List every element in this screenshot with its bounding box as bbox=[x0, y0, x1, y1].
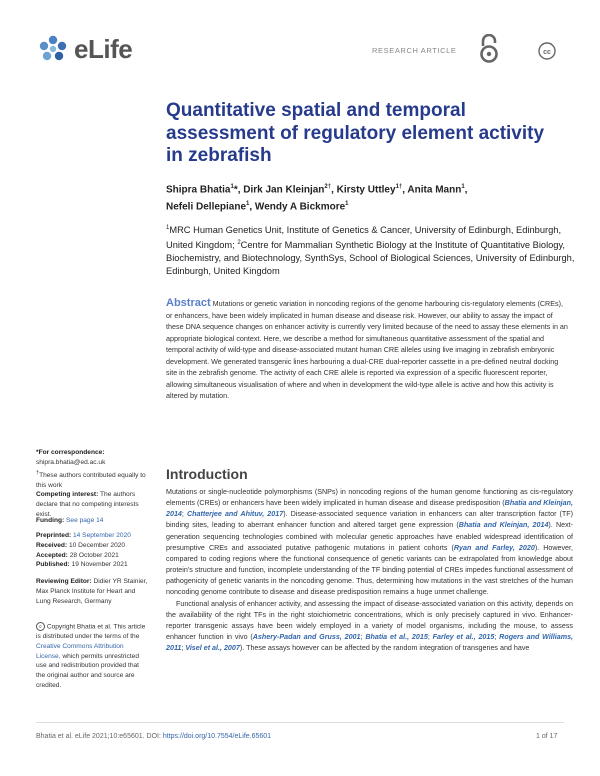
correspondence-email[interactable]: shipra.bhatia@ed.ac.uk bbox=[36, 458, 106, 466]
footer-citation-text: Bhatia et al. eLife 2021;10:e65601. DOI: bbox=[36, 733, 163, 740]
citation-link[interactable]: Visel et al., 2007 bbox=[185, 644, 240, 653]
paragraph-text: ). Disease-associated sequence variation in enhancers can alter transcription factor (TF) binding sites, leading to aberrant enhancer function and altered target gene expression ( bbox=[166, 510, 574, 530]
affiliation-marker: 1† bbox=[395, 184, 403, 190]
received-date: 10 December 2020 bbox=[67, 541, 126, 549]
svg-text:cc: cc bbox=[543, 49, 551, 56]
affiliation-text: MRC Human Genetics Unit, Institute of Genetics & Cancer, University of Edinburgh, Edinburgh, United Kingdom; bbox=[166, 225, 562, 251]
paragraph-text: Mutations or single-nucleotide polymorphisms (SNPs) in noncoding regions of the human genome functioning as cis-regulatory elements (CREs) or enhancers have been widely implicated in human disease and disease predisposition ( bbox=[166, 488, 573, 508]
citation-link[interactable]: Rogers and Williams, 2011 bbox=[166, 633, 574, 653]
footer-divider bbox=[36, 722, 564, 723]
article-type-label: RESEARCH ARTICLE bbox=[372, 46, 457, 55]
received-label: Received: bbox=[36, 541, 68, 549]
paragraph-text: Functional analysis of enhancer activity, and assessing the impact of disease-associated variation on this activity, depends on the availability of the right TFs in the right stoichiometric concentrations, which is only precisely captured in vivo. Enhancer-reporter transgenic assays have been widely employed in a variety of model organisms, including the mouse, to assess enhancer function in vivo ( bbox=[166, 599, 573, 642]
copyright-text-end: which permits unrestricted use and redistribution provided that the original author and source are credited. bbox=[36, 652, 140, 690]
author-name[interactable]: , Anita Mann bbox=[402, 184, 462, 196]
affiliation-marker: 2 bbox=[237, 240, 241, 247]
affiliation-text: Centre for Mammalian Synthetic Biology at the Institute of Quantitative Biology, Biochemistry, and Biotechnology, SynthSys, School of Biological Sciences, University of Edinburgh, Edinburgh, United Kingdom bbox=[166, 240, 575, 277]
creative-commons-icon[interactable] bbox=[538, 42, 556, 60]
paragraph-text: ). However, compared to coding regions where the functional consequence of genetic variants can be extrapolated from knowledge about protein's structure and function, incomplete understanding of the TF binding potential of CREs impedes functional assessment of pathogenicity of genetic variants in the noncoding genome. Thus, determining how mutations in the vast stretches of the human noncoding genome contribute to disease and disease predisposition remains a huge unmet challenge. bbox=[166, 543, 573, 597]
citation-link[interactable]: Ryan and Farley, 2020 bbox=[453, 543, 535, 552]
published-date: 19 November 2021 bbox=[69, 561, 128, 569]
affiliation-marker: 1 bbox=[166, 225, 170, 231]
correspondence-note bbox=[36, 448, 148, 468]
paragraph-text: ; bbox=[181, 510, 187, 519]
citation-link[interactable]: Ashery-Padan and Gruss, 2001 bbox=[252, 633, 361, 642]
author-name[interactable]: , Kirsty Uttley bbox=[331, 184, 396, 196]
affiliation-marker: 1 bbox=[246, 201, 250, 208]
introduction-heading: Introduction bbox=[166, 466, 248, 482]
license-link[interactable]: Creative Commons Attribution License, bbox=[36, 642, 124, 660]
citation-link[interactable]: Bhatia and Kleinjan, 2014 bbox=[166, 499, 573, 519]
copyright-text: Copyright Bhatia et al. This article is distributed under the terms of the bbox=[36, 623, 146, 641]
copyright-icon: © bbox=[36, 622, 45, 631]
paragraph-text: ; bbox=[360, 633, 366, 642]
paper-title: Quantitative spatial and temporal assessment of regulatory element activity in zebrafish bbox=[166, 100, 545, 166]
reviewing-editor-label: Reviewing Editor: bbox=[36, 578, 92, 585]
citation-link[interactable]: Bhatia and Kleinjan, 2014 bbox=[458, 521, 549, 530]
publication-dates bbox=[36, 531, 148, 570]
abstract-label: Abstract bbox=[166, 297, 211, 309]
open-access-icon[interactable] bbox=[478, 34, 500, 64]
competing-interest-label: Competing interest: bbox=[36, 491, 99, 498]
paragraph bbox=[166, 599, 573, 655]
reviewing-editor-note bbox=[36, 577, 148, 606]
competing-interest-text: The authors declare that no competing interests exist. bbox=[36, 491, 139, 518]
affiliation-marker: 1 bbox=[345, 201, 349, 208]
competing-interest-note bbox=[36, 490, 148, 519]
paragraph-text: ). Next-generation sequencing technologies combined with molecular genetic approaches have enabled widespread identification of presumptive CREs and associated putative pathogenic mutations in patient cohorts ( bbox=[166, 521, 574, 552]
paragraph-text: ). These assays however can be affected by the random integration of transgenes and have bbox=[239, 644, 530, 653]
abstract bbox=[166, 298, 571, 402]
accepted-date: 28 October 2021 bbox=[67, 551, 119, 559]
logo-text: eLife bbox=[74, 33, 133, 64]
accepted-label: Accepted: bbox=[36, 551, 68, 559]
funding-link[interactable]: See page 14 bbox=[64, 517, 104, 524]
funding-note bbox=[36, 516, 148, 526]
funding-label: Funding: bbox=[36, 517, 65, 524]
footer-citation bbox=[36, 733, 271, 740]
citation-link[interactable]: Farley et al., 2015 bbox=[432, 633, 495, 642]
dagger-marker: † bbox=[36, 470, 40, 476]
preprinted-label: Preprinted: bbox=[36, 532, 72, 539]
affiliations bbox=[166, 222, 576, 278]
equal-contribution-text: These authors contributed equally to this work bbox=[36, 472, 146, 489]
copyright-note bbox=[36, 622, 148, 691]
page-number: 1 of 17 bbox=[536, 733, 558, 740]
author-name[interactable]: , Wendy A Bickmore bbox=[249, 201, 346, 213]
correspondence-label: *For correspondence: bbox=[36, 449, 105, 456]
elife-logo[interactable] bbox=[36, 32, 132, 66]
author-name[interactable]: Shipra Bhatia bbox=[166, 184, 231, 196]
preprinted-link[interactable]: 14 September 2020 bbox=[71, 532, 131, 539]
citation-link[interactable]: Bhatia et al., 2015 bbox=[365, 633, 428, 642]
affiliation-marker: 1 bbox=[230, 184, 234, 190]
paragraph-text: ; bbox=[427, 633, 433, 642]
citation-link[interactable]: Chatterjee and Ahituv, 2017 bbox=[186, 510, 284, 519]
author-list bbox=[166, 180, 566, 215]
separator: , bbox=[464, 184, 468, 196]
affiliation-marker: 1 bbox=[461, 184, 465, 190]
doi-link[interactable]: https://doi.org/10.7554/eLife.65601 bbox=[162, 733, 272, 740]
author-name[interactable]: Nefeli Dellepiane bbox=[166, 201, 247, 213]
equal-contribution-note bbox=[36, 469, 148, 491]
reviewing-editor-text: Didier YR Stainier, Max Planck Institute for Heart and Lung Research, Germany bbox=[36, 578, 148, 605]
introduction-body bbox=[166, 487, 573, 654]
affiliation-marker: 2† bbox=[324, 184, 332, 190]
abstract-text: Mutations or genetic variation in noncoding regions of the genome harbouring cis-regulatory elements (CREs), or enhancers, have been widely implicated in human disease and disease risk. However, our ability to assay the impact of these DNA sequence changes on enhancer activity is currently very limited because of the need to assay these elements in an appropriate biological context. Here, we describe a method for simultaneous quantitative assessment of the spatial and temporal activity of wild-type and disease-associated mutant human CRE alleles using live imaging in zebrafish embryonic development. We generated transgenic lines harbouring a dual-CRE dual-reporter cassette in a pre-defined neutral docking site in the zebrafish genome. The activity of each CRE allele is reported via expression of a specific fluorescent reporter, allowing simultaneous visualisation of where and when in development the wild-type allele is active and how this activity is altered by mutation. bbox=[166, 299, 568, 400]
paragraph-text: ; bbox=[494, 633, 500, 642]
elife-logo-icon bbox=[36, 32, 70, 66]
published-label: Published: bbox=[36, 561, 70, 569]
paragraph bbox=[166, 487, 573, 599]
paragraph-text: ; bbox=[181, 644, 186, 653]
author-name[interactable]: *, Dirk Jan Kleinjan bbox=[233, 184, 325, 196]
